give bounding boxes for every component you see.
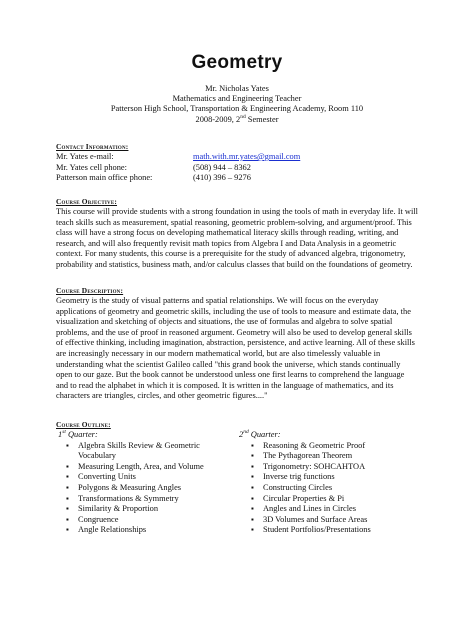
list-item: ▪ The Pythagorean Theorem: [251, 451, 353, 461]
description-text: Geometry is the study of visual patterns and spatial relationships. We will focus on the everyday applications of geometry and geometric skills, including the use of tools to measure and estimate data, the visualization and sketching of objects and situations, the use of formulas and algebra to solve spatial problems, and the use of proof in reasoned argument. Geometry will also be used to develop general skills of effective thinking, including imagination, abstraction, persistence, and active learning. All of these skills are increasingly necessary in our modern mathematical world, but are also timelessly valuable in understanding what the scientist Galileo called "this grand book the universe, which stands continually open to our gaze. But the book cannot be understood unless one first learns to comprehend the language and to read the alphabet in which it is composed. It is written in the language of mathematics, and its characters are triangles, circles, and other geometric figures....": [56, 296, 415, 401]
list-item: ▪ Similarity & Proportion: [66, 504, 159, 514]
list-item: ▪ Congruence: [66, 514, 119, 524]
quarter-2-label: 2nd Quarter:: [239, 429, 281, 439]
list-item: ▪ Polygons & Measuring Angles: [66, 482, 182, 492]
bullet-icon: ▪: [251, 504, 254, 514]
contact-heading: Contact Information:: [56, 142, 129, 151]
list-item: ▪ Circular Properties & Pi: [251, 493, 345, 503]
bullet-icon: ▪: [251, 493, 254, 503]
bullet-icon: ▪: [251, 525, 254, 535]
school-name: Patterson High School, Transportation & Engineering Academy, Room 110: [110, 104, 364, 114]
header-block: [0, 84, 474, 125]
bullet-icon: ▪: [251, 482, 254, 492]
bullet-icon: ▪: [251, 472, 254, 482]
list-item: ▪ Inverse trig functions: [251, 472, 335, 482]
bullet-icon: ▪: [66, 461, 69, 471]
bullet-icon: ▪: [66, 504, 69, 514]
contact-row-office: Patterson main office phone: (410) 396 – 9276: [56, 173, 251, 183]
email-link[interactable]: math.with.mr.yates@gmail.com: [193, 152, 301, 161]
list-item: ▪ Transformations & Symmetry: [66, 493, 179, 503]
list-item: ▪ Algebra Skills Review & Geometric Vocabulary: [66, 440, 200, 461]
quarter-2-column: [237, 430, 418, 536]
teacher-role: Mathematics and Engineering Teacher: [172, 94, 302, 104]
bullet-icon: ▪: [251, 451, 254, 461]
bullet-icon: ▪: [66, 472, 69, 482]
bullet-icon: ▪: [66, 525, 69, 535]
contact-section: [56, 142, 418, 184]
objective-text: This course will provide students with a strong foundation in using the tools of math in everyday life. It will teach skills such as measurement, spatial reasoning, geometric problem-solving, and argument/proof. This class will have a strong focus on developing mathematical literacy skills through reading, writing, and research, and will also frequently revisit math topics from Algebra I and Data Analysis in a geometric context. For many students, this course is a prerequisite for the study of advanced algebra, trigonometry, probability and statistics, business math, and/or calculus classes that build on the foundations of geometry.: [56, 207, 418, 269]
bullet-icon: ▪: [66, 493, 69, 503]
bullet-icon: ▪: [66, 514, 69, 524]
list-item: ▪ Constructing Circles: [251, 482, 333, 492]
list-item: ▪ Student Portfolios/Presentations: [251, 525, 371, 535]
bullet-icon: ▪: [251, 440, 254, 450]
bullet-icon: ▪: [251, 461, 254, 471]
teacher-name: Mr. Nicholas Yates: [205, 84, 269, 93]
outline-section: [56, 420, 418, 536]
list-item: ▪ Trigonometry: SOHCAHTOA: [251, 461, 366, 471]
list-item: ▪ Angle Relationships: [66, 525, 147, 535]
outline-heading: Course Outline:: [56, 420, 111, 429]
objective-heading: Course Objective:: [56, 197, 118, 206]
description-section: [56, 286, 418, 402]
term: 2008-2009, 2nd Semester: [195, 113, 279, 124]
quarter-1-column: [56, 430, 237, 536]
quarter-1-label: 1st Quarter:: [58, 429, 98, 439]
list-item: ▪ 3D Volumes and Surface Areas: [251, 514, 368, 524]
contact-row-email: Mr. Yates e-mail: math.with.mr.yates@gmail.com: [56, 152, 418, 163]
list-item: ▪ Reasoning & Geometric Proof: [251, 440, 366, 450]
description-heading: Course Description:: [56, 286, 124, 295]
list-item: ▪ Measuring Length, Area, and Volume: [66, 461, 204, 471]
bullet-icon: ▪: [66, 482, 69, 492]
bullet-icon: ▪: [251, 514, 254, 524]
contact-row-cell: Mr. Yates cell phone: (508) 944 – 8362: [56, 162, 251, 172]
page-title: Geometry: [191, 52, 283, 73]
bullet-icon: ▪: [66, 440, 69, 450]
objective-section: [56, 197, 418, 271]
list-item: ▪ Angles and Lines in Circles: [251, 504, 357, 514]
list-item: ▪ Converting Units: [66, 472, 136, 482]
